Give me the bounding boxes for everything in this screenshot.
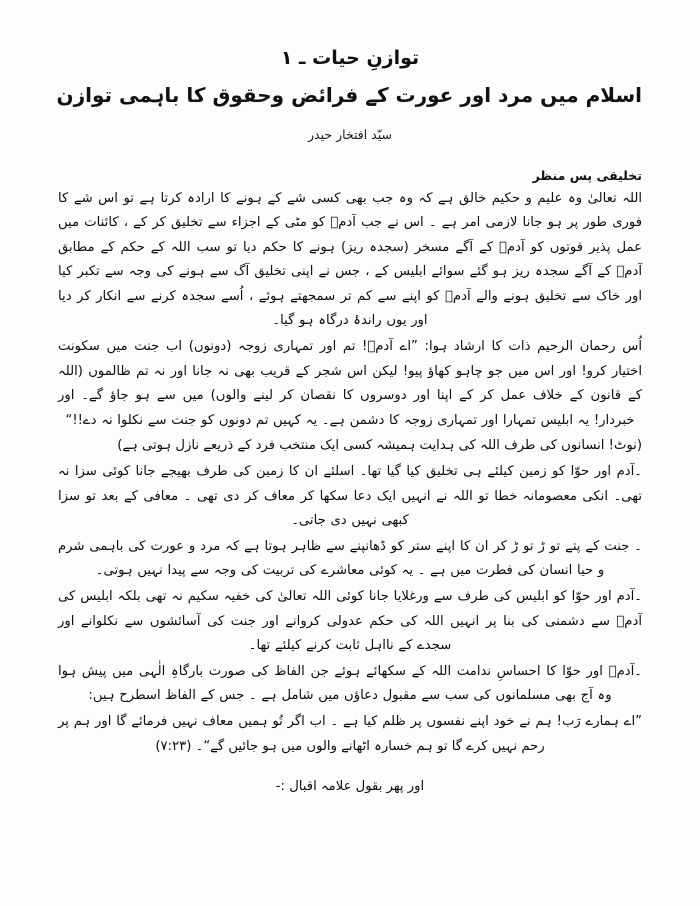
title-block [58, 44, 642, 142]
section-body [58, 187, 642, 800]
page-subtitle: اسلام میں مرد اور عورت کے فرائض وحقوق کا باہمی توازن [56, 82, 642, 107]
paragraph-creation-account: اللہ تعالیٰ وہ علیم و حکیم خالق ہے کہ وہ جب بھی کسی شے کے ہونے کا ارادہ کرتا ہے تو اس شے کا فوری طور پر ہو جانا لازمی امر ہے ۔ اس نے جب آدمؑ کو مٹی کے اجزاء سے تخلیق کر کے ، کائنات میں عمل پذیر قوتوں کو آدمؑ کے آگے مسخر (سجدہ ریز) ہونے کا حکم دیا تو سب اللہ کے حکم کے مطابق آدمؑ کے آگے سجدہ ریز ہو گئے سوائے ابلیس کے ، جس نے اپنی تخلیق آگ سے ہونے کی وجہ سے تکبر کیا اور خاک سے تخلیق ہونے والے آدمؑ کو اپنے سے کم تر سمجھتے ہوئے ، اُسے سجدہ کرنے سے انکار کر دیا اور یوں راندۂ درگاہ ہو گیا۔ [58, 190, 642, 329]
section-heading-creative-background: تخلیقی پس منظر [532, 167, 642, 183]
paragraph-repentance-prayer: ۔آدمؑ اور حوّا کا احساسِ ندامت اللہ کے سکھائے ہوئے جن الفاظ کی صورت بارگاہِ الٰہی میں پیش ہوا وہ آج بھی مسلمانوں کی سب سے مقبول دعاؤں میں شامل ہے ۔ جس کے الفاظ اسطرح ہیں: [58, 663, 642, 704]
closing-line-iqbal: اور پھر بقول علامہ اقبال :- [275, 779, 425, 795]
quote-reference: (۷:۲۳) [155, 738, 192, 754]
page-title: توازنِ حیات ـ ۱ [280, 47, 420, 69]
paragraph-earth-creation: ۔آدم اور حوّا کو زمین کیلئے ہی تخلیق کیا گیا تھا۔ اسلئے ان کا زمین کی طرف بھیجے جانا کوئی سزا نہ تھی۔ انکی معصومانہ خطا تو اللہ نے انہیں ایک دعا سکھا کر معاف کر دی تھی ۔ معافی کے بعد تو سزا کبھی نہیں دی جاتی۔ [58, 464, 642, 529]
note-guidance: (نوٹ! انسانوں کی طرف اللہ کی ہدایت ہمیشہ کسی ایک منتخب فرد کے ذریعے نازل ہوتی ہے) [117, 438, 642, 454]
paragraph-divine-address: اُس رحمان الرحیم ذات کا ارشاد ہوا: ”اے آدمؑ! تم اور تمہاری زوجہ (دونوں) اب جنت میں سکونت اختیار کرو! اور اس میں جو چاہو کھاؤ پیو! لیکن اس شجر کے قریب بھی نہ جانا اور نہ تم ظالموں (اللہ کے قانون کے خلاف عمل کر کے اپنا اور دوسروں کا نقصان کر لینے والوں) میں سے ہو جاؤ گے۔ اور خبردار! یہ ابلیس تمہارا اور تمہاری زوجہ کا دشمن ہے۔ یہ کہیں تم دونوں کو جنت سے نکلوا نہ دے!!“ [58, 339, 642, 428]
quote-text: ”اے ہمارے رَب! ہم نے خود اپنے نفسوں پر ظلم کیا ہے ۔ اب اگر تُو ہمیں معاف نہیں فرمائے گا اور ہم پر رحم نہیں کرے گا تو ہم خسارہ اٹھانے والوں میں ہو جائیں گے“۔ [58, 713, 642, 754]
paragraph-iblis-enmity: ۔آدم اور حوّا کو ابلیس کی طرف سے ورغلایا جانا کوئی اللہ تعالیٰ کی خفیہ سکیم نہ تھی بلکہ ابلیس کی آدمؑ سے دشمنی کی بنا پر انہیں اللہ کی حکم عدولی کروانے اور جنت کی آسائشوں سے نکلوانے اور سجدے کے نااہل ثابت کرنے کیلئے تھا۔ [58, 589, 642, 654]
quranic-quote [58, 710, 642, 759]
author-name: سیّد افتخار حیدر [308, 126, 392, 142]
document-content-area [58, 44, 642, 800]
paragraph-modesty-nature: ۔ جنت کے پتے تو ڑ تو ڑ کر ان کا اپنے ستر کو ڈھانپنے سے ظاہر ہوتا ہے کہ مرد و عورت کی باہمی شرم و حیا انسان کی فطرت میں ہے ۔ یہ کوئی معاشرے کی تربیت کی وجہ سے پیدا نہیں ہوتی۔ [58, 538, 642, 579]
